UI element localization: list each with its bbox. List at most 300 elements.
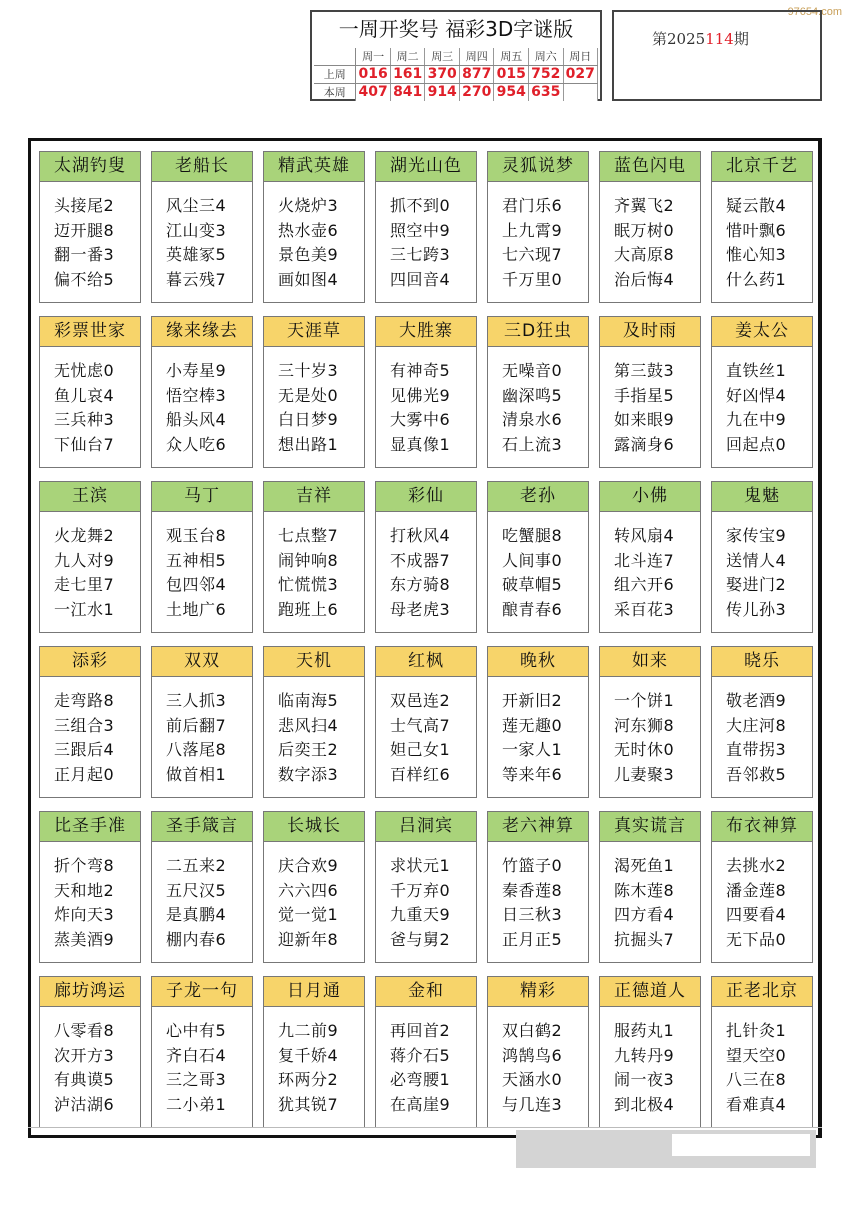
riddle-line: 江山变3	[166, 220, 227, 240]
card-title: 及时雨	[600, 317, 700, 347]
riddle-line: 惜叶飘6	[726, 220, 787, 240]
card-title: 蓝色闪电	[600, 152, 700, 182]
riddle-line: 望天空0	[726, 1045, 787, 1065]
riddle-line: 九人对9	[54, 550, 115, 570]
riddle-line: 折个弯8	[54, 856, 115, 875]
draw-results-table	[310, 10, 602, 101]
riddle-line: 炸向天3	[54, 905, 115, 924]
riddle-line: 九重天9	[390, 905, 451, 924]
riddle-line: 蒋介石5	[390, 1045, 451, 1065]
card-title: 小佛	[600, 482, 700, 512]
card-lines	[600, 842, 700, 952]
day-label: 周六	[529, 48, 564, 65]
riddle-line: 千万弃0	[390, 880, 451, 900]
riddle-line: 蒸美酒9	[54, 929, 115, 949]
riddle-line: 四要看4	[726, 905, 787, 924]
riddle-line: 三兵种3	[54, 410, 115, 429]
day-label: 周二	[391, 48, 426, 65]
header-title: 一周开奖号 福彩3D字谜版	[338, 17, 574, 41]
riddle-card	[375, 976, 477, 1128]
riddle-line: 上九霄9	[502, 220, 563, 240]
riddle-card	[375, 316, 477, 468]
riddle-board	[28, 138, 822, 1138]
card-lines	[152, 677, 252, 787]
riddle-card	[263, 151, 365, 303]
riddle-line: 好凶悍4	[726, 385, 787, 405]
riddle-line: 小寿星9	[166, 361, 227, 380]
riddle-line: 扎针灸1	[726, 1021, 787, 1040]
riddle-line: 觉一觉1	[278, 905, 339, 924]
riddle-line: 忙慌慌3	[278, 575, 339, 594]
riddle-line: 一个饼1	[614, 691, 675, 710]
card-lines	[264, 347, 364, 457]
riddle-line: 画如图4	[278, 269, 339, 289]
riddle-line: 正月正5	[502, 929, 563, 949]
riddle-line: 齐翼飞2	[614, 196, 675, 215]
riddle-line: 船头风4	[166, 410, 227, 429]
riddle-line: 悟空棒3	[166, 385, 227, 405]
issue-prefix: 第2025	[652, 30, 706, 48]
card-title: 老孙	[488, 482, 588, 512]
riddle-card	[375, 646, 477, 798]
card-lines	[40, 512, 140, 622]
riddle-line: 九在中9	[726, 410, 787, 429]
riddle-line: 回起点0	[726, 434, 787, 454]
card-lines	[600, 677, 700, 787]
riddle-line: 走弯路8	[54, 691, 115, 710]
card-lines	[40, 1007, 140, 1117]
site-watermark: 97654.com	[787, 6, 842, 18]
riddle-line: 是真鹏4	[166, 905, 227, 924]
riddle-line: 二五来2	[166, 856, 227, 875]
riddle-line: 风尘三4	[166, 196, 227, 215]
riddle-line: 竹篮子0	[502, 856, 563, 875]
corner-cell	[314, 48, 356, 65]
card-lines	[600, 182, 700, 292]
draw-number: 877	[460, 66, 495, 83]
riddle-line: 惟心知3	[726, 245, 787, 264]
card-lines	[40, 842, 140, 952]
draw-number: 270	[460, 84, 495, 101]
card-lines	[488, 842, 588, 952]
day-label: 周一	[356, 48, 391, 65]
card-lines	[376, 347, 476, 457]
riddle-line: 七点整7	[278, 526, 339, 545]
riddle-line: 火龙舞2	[54, 526, 115, 545]
riddle-line: 吃蟹腿8	[502, 526, 563, 545]
riddle-line: 三跟后4	[54, 740, 115, 759]
riddle-line: 三七跨3	[390, 245, 451, 264]
riddle-line: 鸿鹄鸟6	[502, 1045, 563, 1065]
card-title: 马丁	[152, 482, 252, 512]
card-lines	[264, 1007, 364, 1117]
card-lines	[152, 182, 252, 292]
riddle-line: 次开方3	[54, 1045, 115, 1065]
card-lines	[152, 1007, 252, 1117]
riddle-line: 必弯腰1	[390, 1070, 451, 1089]
riddle-line: 四回音4	[390, 269, 451, 289]
riddle-line: 见佛光9	[390, 385, 451, 405]
riddle-line: 无忧虑0	[54, 361, 115, 380]
riddle-line: 妲己女1	[390, 740, 451, 759]
riddle-line: 人间事0	[502, 550, 563, 570]
riddle-line: 看难真4	[726, 1094, 787, 1114]
draw-number: 016	[356, 66, 391, 83]
riddle-line: 心中有5	[166, 1021, 227, 1040]
issue-label	[652, 28, 749, 49]
riddle-line: 河东狮8	[614, 715, 675, 735]
card-lines	[488, 182, 588, 292]
riddle-card	[39, 316, 141, 468]
riddle-line: 直铁丝1	[726, 361, 787, 380]
riddle-line: 手指星5	[614, 385, 675, 405]
issue-suffix: 期	[733, 30, 749, 48]
card-lines	[264, 677, 364, 787]
riddle-line: 四方看4	[614, 905, 675, 924]
riddle-line: 五尺汉5	[166, 880, 227, 900]
riddle-line: 去挑水2	[726, 856, 787, 875]
riddle-card	[711, 811, 813, 963]
card-title: 圣手箴言	[152, 812, 252, 842]
card-lines	[40, 677, 140, 787]
draw-number: 635	[529, 84, 564, 101]
riddle-line: 石上流3	[502, 434, 563, 454]
riddle-line: 做首相1	[166, 764, 227, 784]
riddle-line: 闹一夜3	[614, 1070, 675, 1089]
riddle-line: 娶进门2	[726, 575, 787, 594]
card-title: 鬼魅	[712, 482, 812, 512]
riddle-line: 如来眼9	[614, 410, 675, 429]
riddle-grid	[39, 151, 813, 1128]
card-title: 吉祥	[264, 482, 364, 512]
riddle-line: 千万里0	[502, 269, 563, 289]
riddle-line: 家传宝9	[726, 526, 787, 545]
card-lines	[600, 512, 700, 622]
riddle-card	[263, 646, 365, 798]
riddle-card	[711, 481, 813, 633]
card-lines	[376, 1007, 476, 1117]
riddle-card	[487, 811, 589, 963]
riddle-line: 暮云残7	[166, 269, 227, 289]
riddle-line: 九转丹9	[614, 1045, 675, 1065]
riddle-line: 双白鹤2	[502, 1021, 563, 1040]
riddle-card	[39, 811, 141, 963]
riddle-card	[39, 646, 141, 798]
riddle-card	[375, 481, 477, 633]
riddle-line: 迎新年8	[278, 929, 339, 949]
riddle-line: 直带拐3	[726, 740, 787, 759]
riddle-line: 采百花3	[614, 599, 675, 619]
riddle-line: 六六四6	[278, 880, 339, 900]
card-title: 老六神算	[488, 812, 588, 842]
card-lines	[376, 512, 476, 622]
riddle-card	[599, 481, 701, 633]
card-title: 正老北京	[712, 977, 812, 1007]
riddle-line: 母老虎3	[390, 599, 451, 619]
riddle-card	[599, 316, 701, 468]
riddle-line: 打秋风4	[390, 526, 451, 545]
card-lines	[712, 842, 812, 952]
riddle-card	[263, 811, 365, 963]
card-lines	[264, 842, 364, 952]
riddle-line: 热水壶6	[278, 220, 339, 240]
card-lines	[264, 182, 364, 292]
riddle-line: 求状元1	[390, 856, 451, 875]
card-lines	[600, 347, 700, 457]
riddle-line: 翻一番3	[54, 245, 115, 264]
card-lines	[712, 677, 812, 787]
riddle-line: 再回首2	[390, 1021, 451, 1040]
riddle-line: 棚内春6	[166, 929, 227, 949]
day-label: 周三	[425, 48, 460, 65]
card-lines	[40, 347, 140, 457]
riddle-card	[151, 811, 253, 963]
draw-number: 752	[529, 66, 564, 83]
riddle-card	[375, 151, 477, 303]
riddle-card	[151, 316, 253, 468]
card-lines	[40, 182, 140, 292]
riddle-card	[263, 316, 365, 468]
card-lines	[152, 842, 252, 952]
card-lines	[152, 347, 252, 457]
draw-number: 954	[494, 84, 529, 101]
card-lines	[264, 512, 364, 622]
riddle-line: 北斗连7	[614, 550, 675, 570]
riddle-line: 齐白石4	[166, 1045, 227, 1065]
riddle-line: 无噪音0	[502, 361, 563, 380]
card-title: 太湖钓叟	[40, 152, 140, 182]
riddle-line: 后奕王2	[278, 740, 339, 759]
riddle-line: 日三秋3	[502, 905, 563, 924]
riddle-line: 送情人4	[726, 550, 787, 570]
riddle-card	[711, 151, 813, 303]
weekday-row	[314, 48, 598, 65]
draw-number: 027	[564, 66, 599, 83]
riddle-line: 犹其锐7	[278, 1094, 339, 1114]
card-title: 王滨	[40, 482, 140, 512]
riddle-line: 疑云散4	[726, 196, 787, 215]
riddle-line: 七六现7	[502, 245, 563, 264]
riddle-line: 幽深鸣5	[502, 385, 563, 405]
riddle-line: 英雄冢5	[166, 245, 227, 264]
card-lines	[376, 842, 476, 952]
riddle-line: 土地广6	[166, 599, 227, 619]
riddle-line: 无时休0	[614, 740, 675, 759]
riddle-card	[599, 976, 701, 1128]
riddle-line: 数字添3	[278, 764, 339, 784]
riddle-line: 东方骑8	[390, 575, 451, 594]
riddle-line: 九二前9	[278, 1021, 339, 1040]
draw-number: 161	[391, 66, 426, 83]
riddle-line: 白日梦9	[278, 410, 339, 429]
card-title: 比圣手准	[40, 812, 140, 842]
riddle-line: 正月起0	[54, 764, 115, 784]
card-title: 天涯草	[264, 317, 364, 347]
riddle-line: 包四邻4	[166, 575, 227, 594]
riddle-line: 有典谟5	[54, 1070, 115, 1089]
card-title: 长城长	[264, 812, 364, 842]
riddle-card	[487, 151, 589, 303]
card-title: 大胜寨	[376, 317, 476, 347]
riddle-line: 八三在8	[726, 1070, 787, 1089]
riddle-line: 服药丸1	[614, 1021, 675, 1040]
riddle-line: 吾邻救5	[726, 764, 787, 784]
riddle-card	[263, 976, 365, 1128]
card-title: 双双	[152, 647, 252, 677]
riddle-line: 显真像1	[390, 434, 451, 454]
card-title: 布衣神算	[712, 812, 812, 842]
results-grid	[314, 48, 598, 101]
issue-number: 114	[705, 30, 734, 48]
riddle-card	[151, 151, 253, 303]
riddle-card	[599, 811, 701, 963]
card-title: 天机	[264, 647, 364, 677]
card-lines	[488, 347, 588, 457]
riddle-line: 众人吃6	[166, 434, 227, 454]
riddle-line: 大高原8	[614, 245, 675, 264]
riddle-line: 什么药1	[726, 269, 787, 289]
riddle-line: 到北极4	[614, 1094, 675, 1114]
riddle-card	[711, 976, 813, 1128]
riddle-line: 酿青春6	[502, 599, 563, 619]
card-title: 精彩	[488, 977, 588, 1007]
riddle-line: 一江水1	[54, 599, 115, 619]
card-title: 晚秋	[488, 647, 588, 677]
issue-box	[612, 10, 822, 101]
riddle-card	[711, 316, 813, 468]
riddle-line: 环两分2	[278, 1070, 339, 1089]
riddle-line: 前后翻7	[166, 715, 227, 735]
card-title: 老船长	[152, 152, 252, 182]
riddle-line: 转风扇4	[614, 526, 675, 545]
card-title: 金和	[376, 977, 476, 1007]
card-title: 廊坊鸿运	[40, 977, 140, 1007]
riddle-line: 开新旧2	[502, 691, 563, 710]
card-lines	[152, 512, 252, 622]
riddle-line: 偏不给5	[54, 269, 115, 289]
card-lines	[600, 1007, 700, 1117]
riddle-line: 君门乐6	[502, 196, 563, 215]
riddle-line: 想出路1	[278, 434, 339, 454]
riddle-line: 火烧炉3	[278, 196, 339, 215]
riddle-line: 破草帽5	[502, 575, 563, 594]
riddle-card	[599, 151, 701, 303]
riddle-line: 三组合3	[54, 715, 115, 735]
riddle-line: 五神相5	[166, 550, 227, 570]
this-week-row	[314, 83, 598, 101]
riddle-line: 莲无趣0	[502, 715, 563, 735]
riddle-line: 鱼儿哀4	[54, 385, 115, 405]
riddle-line: 有神奇5	[390, 361, 451, 380]
riddle-line: 大雾中6	[390, 410, 451, 429]
riddle-line: 二小弟1	[166, 1094, 227, 1114]
card-title: 真实谎言	[600, 812, 700, 842]
card-lines	[488, 1007, 588, 1117]
card-title: 精武英雄	[264, 152, 364, 182]
riddle-line: 露滴身6	[614, 434, 675, 454]
riddle-line: 头接尾2	[54, 196, 115, 215]
riddle-line: 抗掘头7	[614, 929, 675, 949]
riddle-card	[487, 976, 589, 1128]
card-lines	[376, 677, 476, 787]
card-lines	[488, 512, 588, 622]
row-label: 上周	[314, 66, 356, 83]
riddle-card	[263, 481, 365, 633]
riddle-line: 八落尾8	[166, 740, 227, 759]
card-title: 彩仙	[376, 482, 476, 512]
riddle-line: 走七里7	[54, 575, 115, 594]
card-title: 添彩	[40, 647, 140, 677]
riddle-line: 士气高7	[390, 715, 451, 735]
riddle-line: 景色美9	[278, 245, 339, 264]
riddle-line: 不成器7	[390, 550, 451, 570]
riddle-card	[39, 976, 141, 1128]
draw-number: 407	[356, 84, 391, 101]
riddle-line: 照空中9	[390, 220, 451, 240]
riddle-card	[39, 481, 141, 633]
day-label: 周五	[494, 48, 529, 65]
card-title: 三D狂虫	[488, 317, 588, 347]
draw-number: 841	[391, 84, 426, 101]
riddle-line: 观玉台8	[166, 526, 227, 545]
riddle-line: 双邑连2	[390, 691, 451, 710]
draw-number: 370	[425, 66, 460, 83]
riddle-line: 天涵水0	[502, 1070, 563, 1089]
card-lines	[488, 677, 588, 787]
riddle-line: 闹钟响8	[278, 550, 339, 570]
riddle-line: 悲风扫4	[278, 715, 339, 735]
card-title: 日月通	[264, 977, 364, 1007]
riddle-card	[39, 151, 141, 303]
riddle-line: 复千娇4	[278, 1045, 339, 1065]
riddle-line: 陈木莲8	[614, 880, 675, 900]
riddle-line: 迈开腿8	[54, 220, 115, 240]
riddle-card	[151, 646, 253, 798]
footer-box	[672, 1134, 810, 1156]
riddle-line: 组六开6	[614, 575, 675, 594]
draw-number: 914	[425, 84, 460, 101]
riddle-card	[151, 481, 253, 633]
riddle-card	[151, 976, 253, 1128]
riddle-line: 三十岁3	[278, 361, 339, 380]
riddle-line: 百样红6	[390, 764, 451, 784]
card-title: 如来	[600, 647, 700, 677]
riddle-line: 在高崖9	[390, 1094, 451, 1114]
riddle-line: 与几连3	[502, 1094, 563, 1114]
riddle-line: 跑班上6	[278, 599, 339, 619]
riddle-card	[487, 646, 589, 798]
riddle-line: 清泉水6	[502, 410, 563, 429]
riddle-line: 无下品0	[726, 929, 787, 949]
card-lines	[712, 182, 812, 292]
riddle-line: 泸沽湖6	[54, 1094, 115, 1114]
card-title: 北京千艺	[712, 152, 812, 182]
card-title: 姜太公	[712, 317, 812, 347]
riddle-line: 三人抓3	[166, 691, 227, 710]
day-label: 周日	[564, 48, 599, 65]
card-title: 缘来缘去	[152, 317, 252, 347]
riddle-line: 治后悔4	[614, 269, 675, 289]
riddle-line: 爸与舅2	[390, 929, 451, 949]
footer-divider	[28, 1127, 822, 1128]
card-title: 湖光山色	[376, 152, 476, 182]
card-title: 晓乐	[712, 647, 812, 677]
riddle-line: 第三鼓3	[614, 361, 675, 380]
riddle-line: 秦香莲8	[502, 880, 563, 900]
card-title: 子龙一句	[152, 977, 252, 1007]
card-title: 彩票世家	[40, 317, 140, 347]
last-week-row	[314, 65, 598, 83]
